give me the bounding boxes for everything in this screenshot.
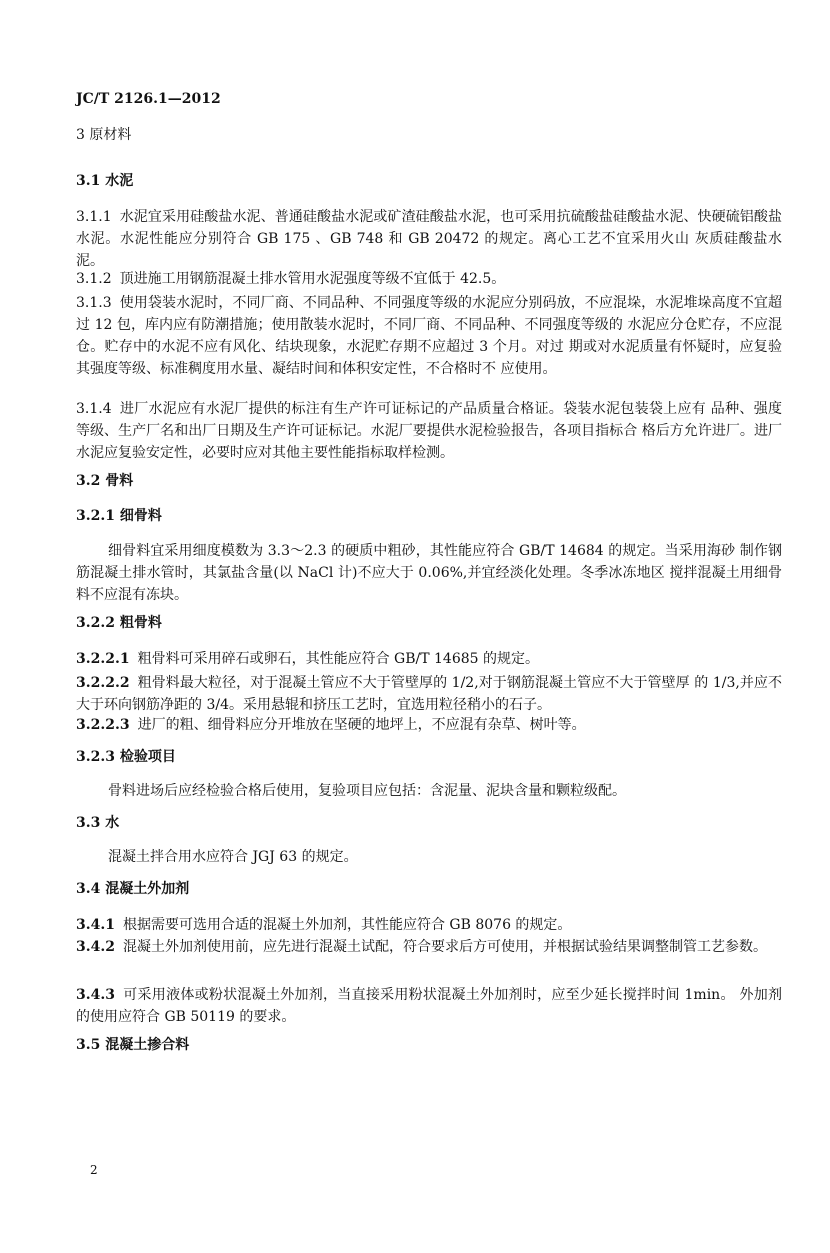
clause-3-4-1 — [76, 914, 782, 936]
clause-number: 3.4.3 — [76, 987, 115, 1003]
paragraph-3-3: 混凝土拌合用水应符合 JGJ 63 的规定。 — [108, 849, 358, 865]
clause-number: 3.4.1 — [76, 917, 115, 933]
section-3-5-heading: 3.5 混凝土掺合料 — [76, 1037, 190, 1053]
clause-number: 3.4.2 — [76, 939, 115, 955]
clause-3-4-2 — [76, 936, 782, 958]
section-3-4-heading: 3.4 混凝土外加剂 — [76, 881, 190, 897]
clause-number: 3.2.2.1 — [76, 651, 130, 667]
clause-text: 粗骨料可采用碎石或卵石，其性能应符合 GB/T 14685 的规定。 — [137, 651, 540, 667]
clause-text: 进厂水泥应有水泥厂提供的标注有生产许可证标记的产品质量合格证。袋装水泥包装袋上应有 品种、强度等级、生产厂名和出厂日期及生产许可证标记。水泥厂要提供水泥检验报告，各项目指标合 格后方允许进厂。进厂水泥应复验安定性，必要时应对其他主要性能指标取样检测。 — [76, 401, 782, 461]
section-3-2-3-heading: 3.2.3 检验项目 — [76, 749, 176, 765]
paragraph-3-2-3: 骨料进场后应经检验合格后使用，复验项目应包括：含泥量、泥块含量和颗粒级配。 — [108, 783, 626, 799]
clause-3-1-1 — [76, 206, 782, 272]
section-3-heading: 3 原材料 — [76, 127, 132, 143]
clause-text: 使用袋装水泥时，不同厂商、不同品种、不同强度等级的水泥应分别码放，不应混垛，水泥堆垛高度不宜超过 12 包，库内应有防潮措施；使用散装水泥时，不同厂商、不同品种、不同强度等级的 水泥应分仓贮存，不应混仓。贮存中的水泥不应有风化、结块现象，水泥贮存期不应超过 3 个月。对过 期或对水泥质量有怀疑时，应复验其强度等级、标准稠度用水量、凝结时间和体积安定性，不合格时不 应使用。 — [76, 295, 782, 377]
clause-text: 进厂的粗、细骨料应分开堆放在坚硬的地坪上，不应混有杂草、树叶等。 — [137, 717, 586, 733]
clause-3-1-2 — [76, 268, 782, 290]
clause-number: 3.2.2.3 — [76, 717, 130, 733]
clause-3-1-4 — [76, 398, 782, 464]
section-3-1-heading: 3.1 水泥 — [76, 173, 134, 189]
clause-number: 3.1.2 — [76, 271, 112, 287]
section-3-2-1-heading: 3.2.1 细骨料 — [76, 508, 162, 524]
section-3-2-heading: 3.2 骨料 — [76, 473, 134, 489]
section-3-2-2-heading: 3.2.2 粗骨料 — [76, 615, 162, 631]
paragraph-3-2-1: 细骨料宜采用细度模数为 3.3～2.3 的硬质中粗砂，其性能应符合 GB/T 14684 的规定。当采用海砂 制作钢筋混凝土排水管时，其氯盐含量(以 NaCl 计)不应大于 0.06%,并宜经淡化处理。冬季冰冻地区 搅拌混凝土用细骨料不应混有冻块。 — [76, 543, 782, 603]
clause-3-4-3 — [76, 984, 782, 1028]
clause-3-2-2-2 — [76, 672, 782, 716]
clause-text: 可采用液体或粉状混凝土外加剂，当直接采用粉状混凝土外加剂时，应至少延长搅拌时间 1min。 外加剂的使用应符合 GB 50119 的要求。 — [76, 987, 782, 1025]
clause-3-2-2-1 — [76, 648, 782, 670]
clause-text: 混凝土外加剂使用前，应先进行混凝土试配，符合要求后方可使用，并根据试验结果调整制管工艺参数。 — [122, 939, 767, 955]
section-3-3-heading: 3.3 水 — [76, 815, 120, 831]
clause-3-2-2-3 — [76, 714, 782, 736]
clause-number: 3.2.2.2 — [76, 675, 130, 691]
clause-text: 水泥宜采用硅酸盐水泥、普通硅酸盐水泥或矿渣硅酸盐水泥，也可采用抗硫酸盐硅酸盐水泥、快硬硫铝酸盐水泥。水泥性能应分别符合 GB 175 、GB 748 和 GB 20472 的规定。离心工艺不宜采用火山 灰质硅酸盐水泥。 — [76, 209, 782, 269]
clause-number: 3.1.3 — [76, 295, 112, 311]
clause-text: 粗骨料最大粒径，对于混凝土管应不大于管壁厚的 1/2,对于钢筋混凝土管应不大于管壁厚 的 1/3,并应不大于环向钢筋净距的 3/4。采用悬辊和挤压工艺时，宜选用粒径稍小的石子。 — [76, 675, 782, 713]
clause-text: 根据需要可选用合适的混凝土外加剂，其性能应符合 GB 8076 的规定。 — [122, 917, 572, 933]
standard-header: JC/T 2126.1—2012 — [76, 91, 221, 107]
clause-3-1-3 — [76, 292, 782, 380]
page-number: 2 — [90, 1163, 98, 1177]
clause-text: 顶进施工用钢筋混凝土排水管用水泥强度等级不宜低于 42.5。 — [119, 271, 506, 287]
clause-number: 3.1.4 — [76, 401, 112, 417]
clause-number: 3.1.1 — [76, 209, 112, 225]
